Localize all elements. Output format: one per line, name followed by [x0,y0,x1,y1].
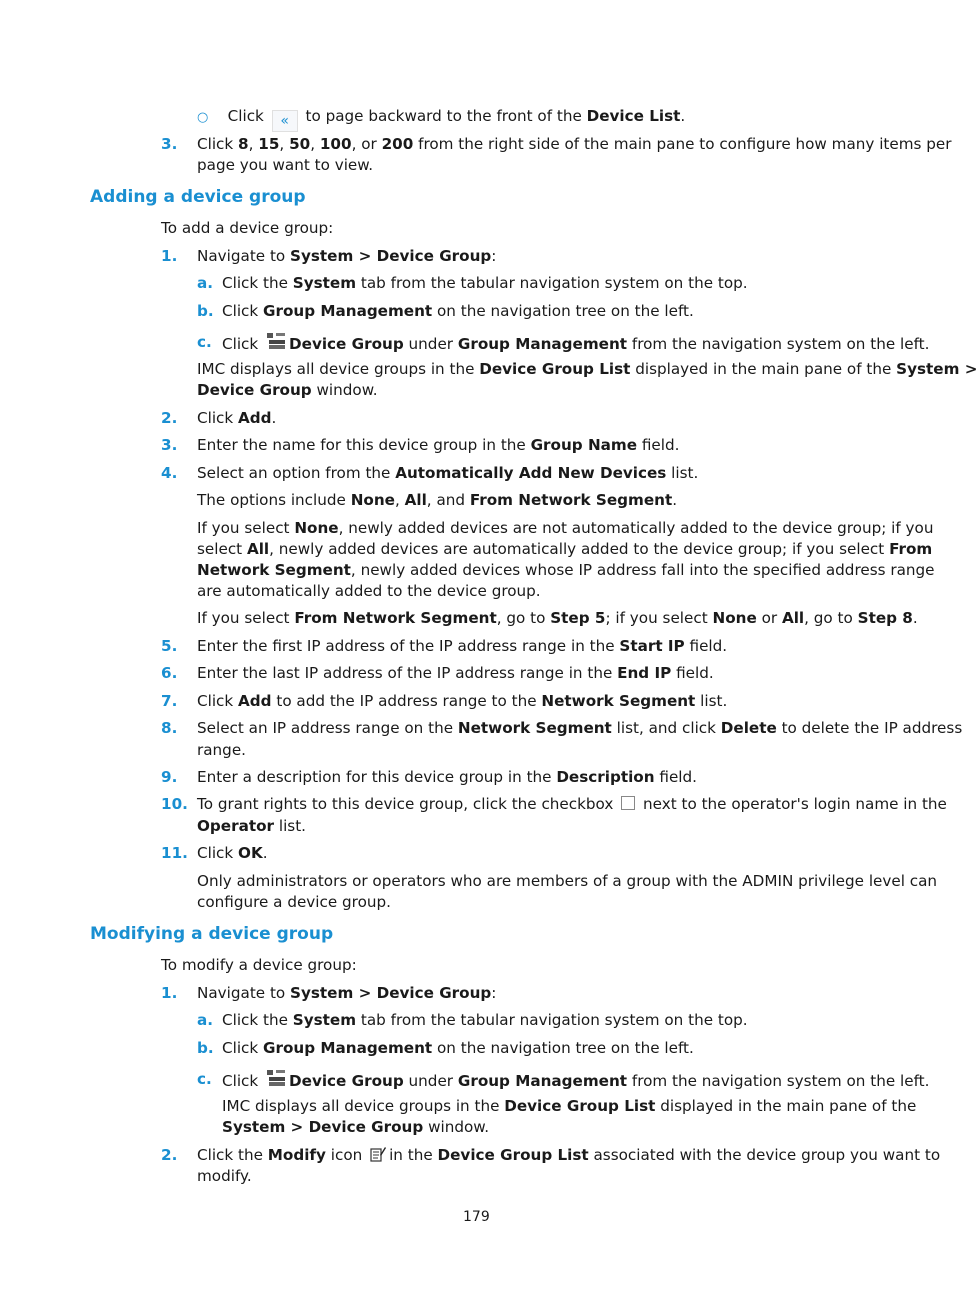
add-step-1-num: 1. [161,247,178,265]
mod-step-1b: Click Group Management on the navigation tree on the left. [222,1039,694,1057]
add-imc-line2: Device Group window. [197,381,378,399]
add-step-6: Enter the last IP address of the IP address range in the End IP field. [197,664,714,682]
add-step-4: Select an option from the Automatically Add New Devices list. [197,464,699,482]
add-note-line1: Only administrators or operators who are members of a group with the ADMIN privilege level can [197,872,938,890]
add-step-8-num: 8. [161,719,178,737]
add-step-1a-num: a. [197,274,214,292]
add-step-11-num: 11. [161,844,188,862]
add-imc-line1: IMC displays all device groups in the Device Group List displayed in the main pane of the System > [197,360,977,378]
add-step-2-num: 2. [161,409,178,427]
add-step-3-num: 3. [161,436,178,454]
add-step-1: Navigate to System > Device Group: [197,247,497,265]
add-select-line1: If you select None, newly added devices are not automatically added to the device group; if you [197,519,934,537]
add-options: The options include None, All, and From Network Segment. [197,491,678,509]
mod-imc-line1: IMC displays all device groups in the Device Group List displayed in the main pane of the [222,1097,917,1115]
add-step-6-num: 6. [161,664,178,682]
mod-step-1a-num: a. [197,1011,214,1029]
add-select-line4: are automatically added to the device group. [197,582,541,600]
mod-step-1c: Click Device Group under Group Management from the navigation system on the left. [222,1069,929,1092]
device-group-icon [266,1069,286,1087]
page-number: 179 [463,1209,490,1225]
add-note-line2: configure a device group. [197,893,391,911]
mod-step-1-num: 1. [161,984,178,1002]
add-intro: To add a device group: [161,219,334,237]
step-3: 3. [161,135,178,153]
add-select-line5: If you select From Network Segment, go to Step 5; if you select None or All, go to Step 8. [197,609,918,627]
add-step-3: Enter the name for this device group in the Group Name field. [197,436,680,454]
add-step-1b-num: b. [197,302,214,320]
mod-intro: To modify a device group: [161,956,357,974]
device-group-icon [266,332,286,350]
add-step-9: Enter a description for this device group in the Description field. [197,768,697,786]
mod-step-1c-num: c. [197,1070,212,1088]
add-step-5: Enter the first IP address of the IP address range in the Start IP field. [197,637,728,655]
mod-step-1b-num: b. [197,1039,214,1057]
add-step-7-num: 7. [161,692,178,710]
add-step-7: Click Add to add the IP address range to the Network Segment list. [197,692,728,710]
mod-step-2-num: 2. [161,1146,178,1164]
page-backward-icon: « [272,110,298,132]
heading-modifying-device-group: Modifying a device group [90,924,334,944]
backward-note: ○ Click « to page backward to the front of the Device List. [197,106,685,132]
add-step-8: Select an IP address range on the Network Segment list, and click Delete to delete the IP address [197,719,963,737]
add-step-4-num: 4. [161,464,178,482]
step-3-line2: page you want to view. [197,156,374,174]
add-step-2: Click Add. [197,409,277,427]
add-step-10-cont: Operator list. [197,817,306,835]
add-step-1c-num: c. [197,333,212,351]
add-step-11: Click OK. [197,844,268,862]
add-step-8-cont: range. [197,741,246,759]
heading-adding-device-group: Adding a device group [90,187,306,207]
mod-step-1: Navigate to System > Device Group: [197,984,497,1002]
add-select-line3: Network Segment, newly added devices whose IP address fall into the specified address range [197,561,935,579]
add-step-5-num: 5. [161,637,178,655]
mod-step-2: Click the Modify icon in the Device Group List associated with the device group you want to [197,1146,941,1164]
add-step-1c: Click Device Group under Group Management from the navigation system on the left. [222,332,929,355]
mod-step-1a: Click the System tab from the tabular navigation system on the top. [222,1011,748,1029]
mod-imc-line2: System > Device Group window. [222,1118,490,1136]
add-step-1b: Click Group Management on the navigation tree on the left. [222,302,694,320]
add-step-9-num: 9. [161,768,178,786]
checkbox-icon [621,796,635,810]
add-step-10-num: 10. [161,795,188,813]
mod-step-2-cont: modify. [197,1167,252,1185]
step-3-line1: Click 8, 15, 50, 100, or 200 from the right side of the main pane to configure how many items per [197,135,952,153]
add-step-1a: Click the System tab from the tabular navigation system on the top. [222,274,748,292]
add-select-line2: select All, newly added devices are automatically added to the device group; if you select From [197,540,933,558]
modify-icon [370,1146,386,1162]
add-step-10: To grant rights to this device group, click the checkbox next to the operator's login name in the [197,795,947,813]
circle-bullet: ○ [197,110,209,125]
